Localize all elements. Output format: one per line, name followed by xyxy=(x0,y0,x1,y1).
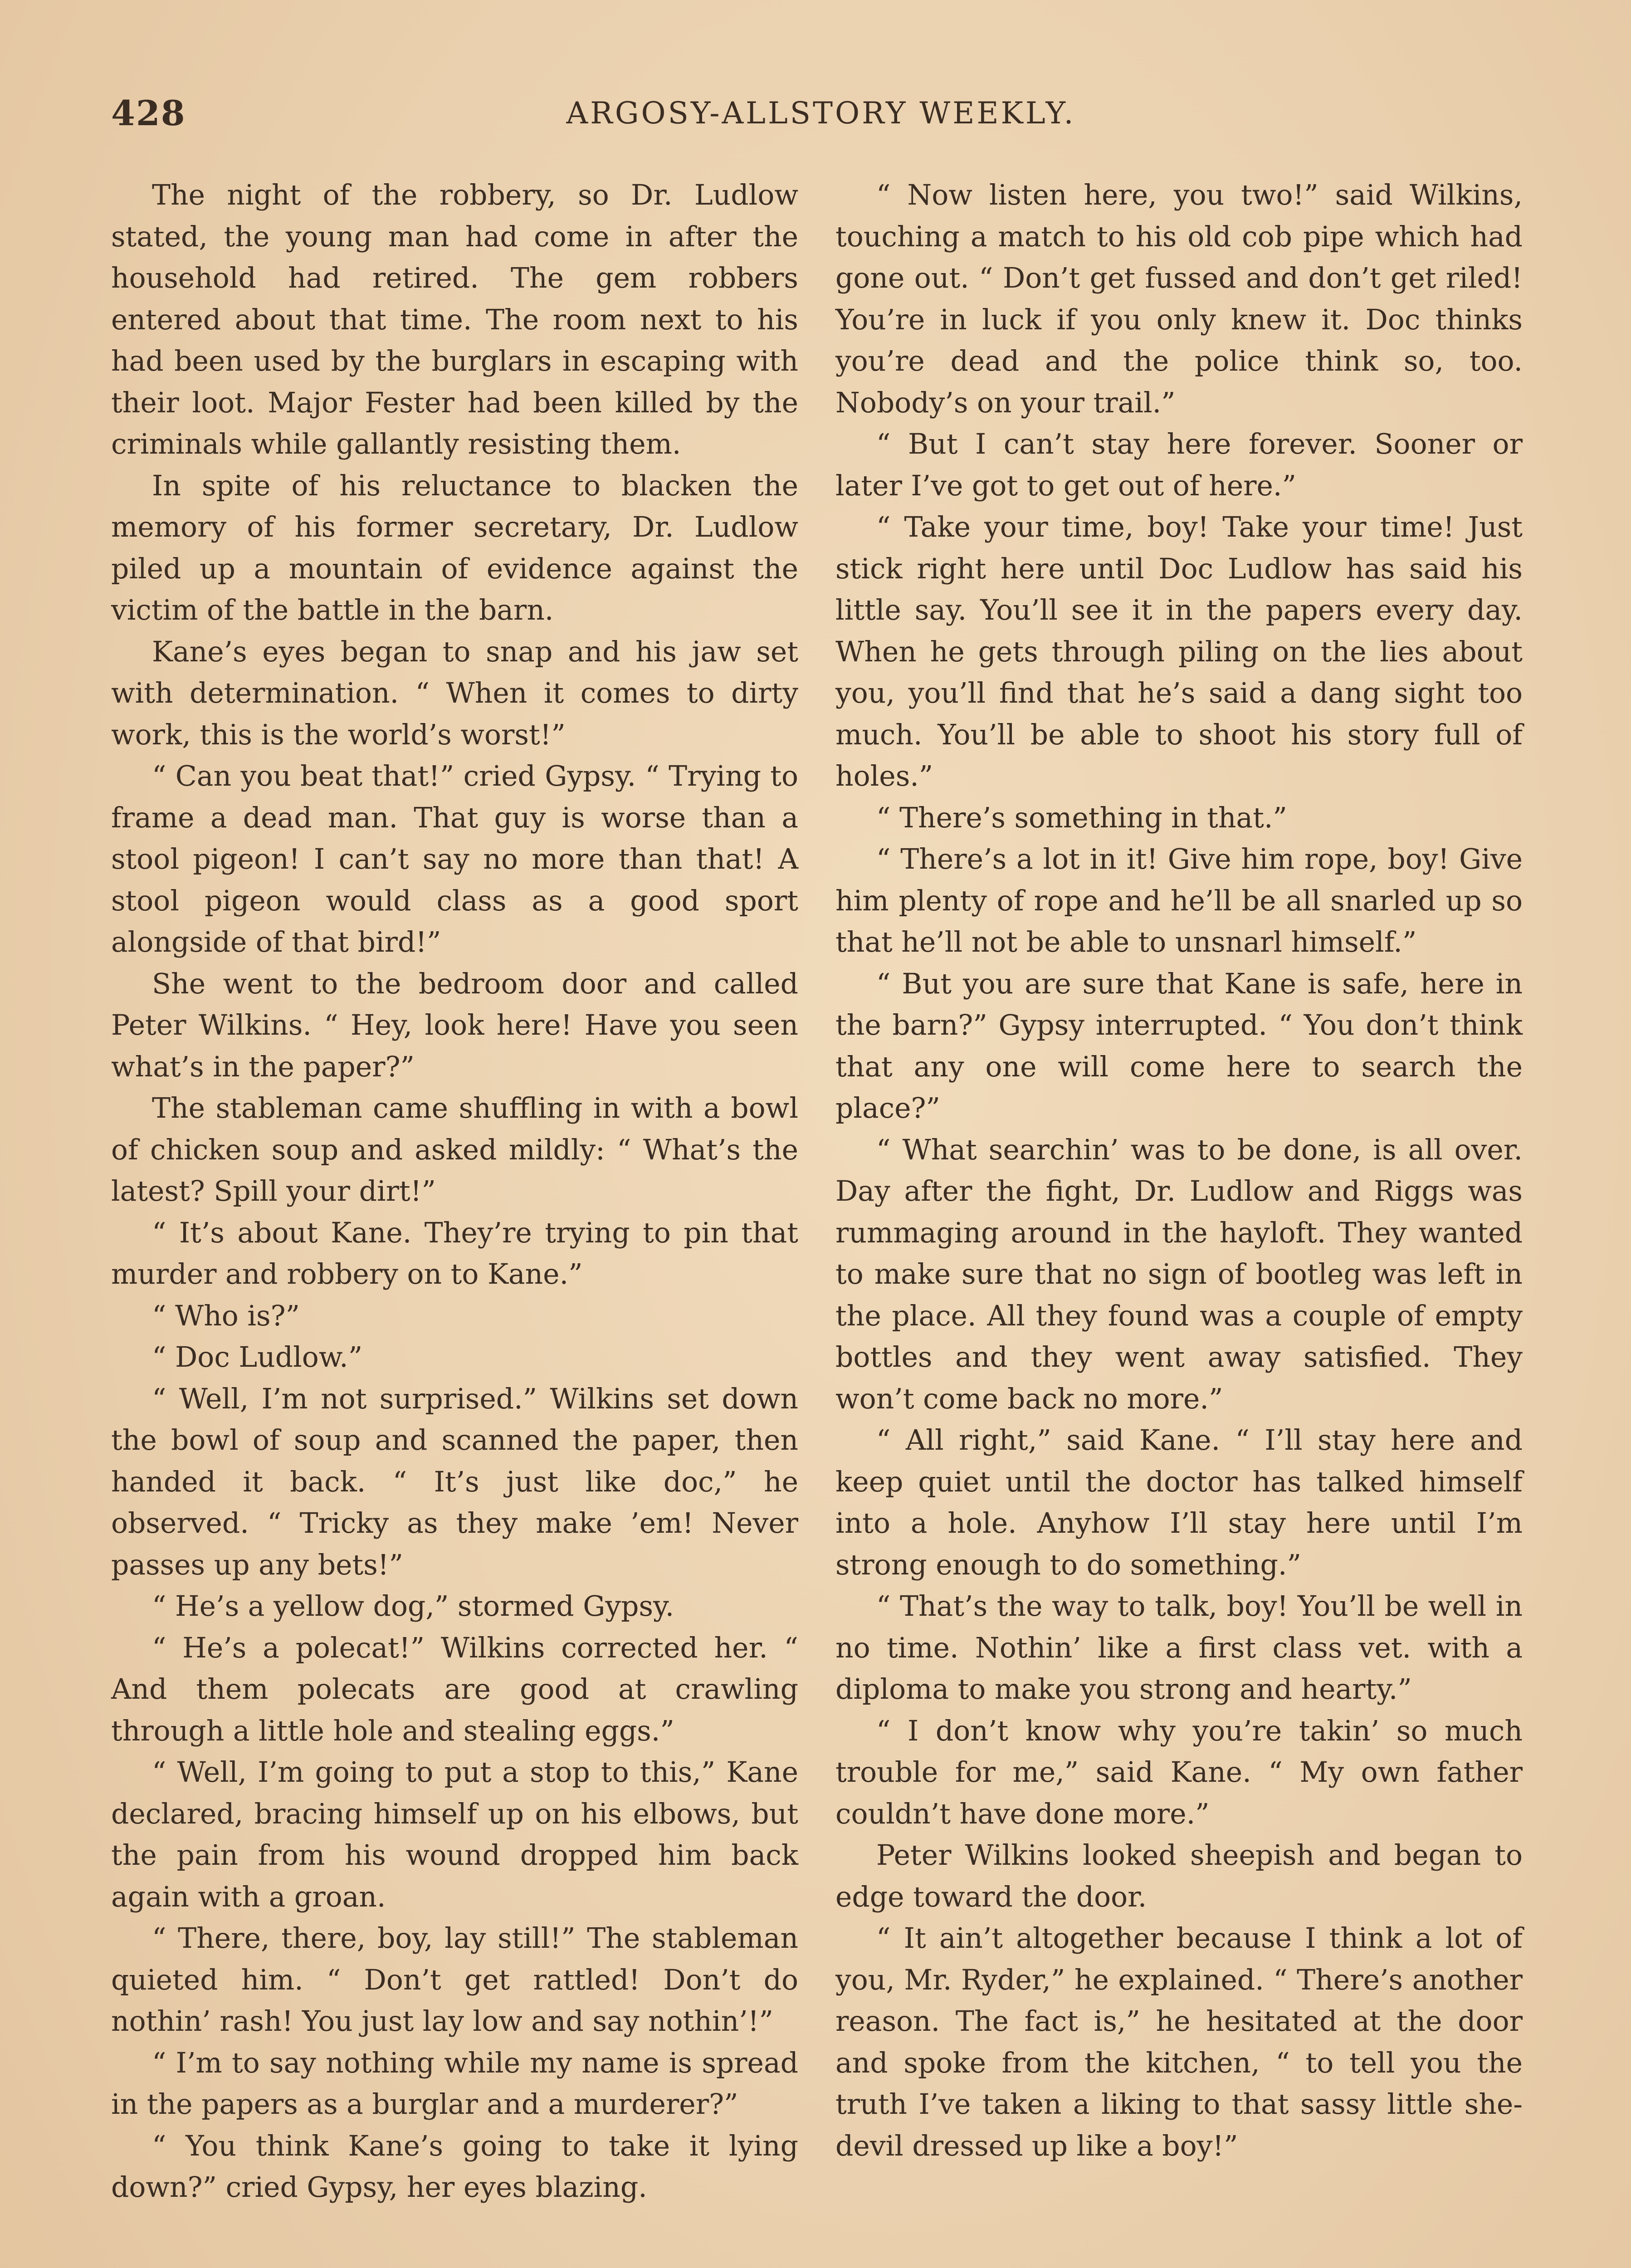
paragraph: In spite of his reluctance to blacken the memory of his former secretary, Dr. Ludlow piled up a mountain of evidence against the victim of the battle in the barn. xyxy=(111,469,798,626)
paragraph: “ It’s about Kane. They’re trying to pin that murder and robbery on to Kane.” xyxy=(111,1216,798,1290)
paragraph: “ Doc Ludlow.” xyxy=(152,1341,363,1374)
running-head xyxy=(111,93,1531,143)
paragraph: “ He’s a yellow dog,” stormed Gypsy. xyxy=(152,1590,674,1623)
paragraph: “ There’s a lot in it! Give him rope, boy! Give him plenty of rope and he’ll be all snarled up so that he’ll not be able to unsnarl himself.” xyxy=(835,843,1523,958)
running-title: ARGOSY-ALLSTORY WEEKLY. xyxy=(566,96,1076,131)
paragraph: “ It ain’t altogether because I think a lot of you, Mr. Ryder,” he explained. “ There’s another reason. The fact is,” he hesitated at the door and spoke from the kitchen, “ to tell you the truth I’ve taken a liking to that sassy little she-devil dressed up like a boy!” xyxy=(835,1922,1523,2162)
paragraph: “ But you are sure that Kane is safe, here in the barn?” Gypsy interrupted. “ You don’t think that any one will come here to search the place?” xyxy=(835,967,1523,1124)
paragraph: “ I’m to say nothing while my name is spread in the papers as a burglar and a murderer?” xyxy=(111,2046,798,2121)
paragraph: “ Take your time, boy! Take your time! Just stick right here until Doc Ludlow has said his little say. You’ll see it in the papers every day. When he gets through piling on the lies about you, you’ll find that he’s said a dang sight too much. You’ll be able to shoot his story full of holes.” xyxy=(835,511,1523,792)
paragraph: “ He’s a polecat!” Wilkins corrected her. “ And them polecats are good at crawling through a little hole and stealing eggs.” xyxy=(111,1631,798,1747)
paragraph: The night of the robbery, so Dr. Ludlow stated, the young man had come in after the household had retired. The gem robbers entered about that time. The room next to his had been used by the burglars in escaping with their loot. Major Fester had been killed by the criminals while gallantly resisting them. xyxy=(111,179,798,460)
paragraph: “ Can you beat that!” cried Gypsy. “ Trying to frame a dead man. That guy is worse than a stool pigeon! I can’t say no more than that! A stool pigeon would class as a good sport alongside of that bird!” xyxy=(111,760,798,958)
paragraph: “ There, there, boy, lay still!” The stableman quieted him. “ Don’t get rattled! Don’t do nothin’ rash! You just lay low and say nothin’!” xyxy=(111,1922,798,2038)
paragraph: “ But I can’t stay here forever. Sooner or later I’ve got to get out of here.” xyxy=(835,428,1523,502)
paragraph: The stableman came shuffling in with a bowl of chicken soup and asked mildly: “ What’s the latest? Spill your dirt!” xyxy=(111,1092,798,1207)
paragraph: Peter Wilkins looked sheepish and began to edge toward the door. xyxy=(835,1839,1523,1913)
paragraph: “ Well, I’m going to put a stop to this,” Kane declared, bracing himself up on his elbows, but the pain from his wound dropped him back again with a groan. xyxy=(111,1756,798,1913)
paragraph: “ What searchin’ was to be done, is all over. Day after the fight, Dr. Ludlow and Riggs was rummaging around in the hayloft. They wanted to make sure that no sign of bootleg was left in the place. All they found was a couple of empty bottles and they went away satisfied. They won’t come back no more.” xyxy=(835,1133,1523,1415)
paragraph: “ That’s the way to talk, boy! You’ll be well in no time. Nothin’ like a first class vet. with a diploma to make you strong and hearty.” xyxy=(835,1590,1523,1706)
paragraph: “ Now listen here, you two!” said Wilkins, touching a match to his old cob pipe which had gone out. “ Don’t get fussed and don’t get riled! You’re in luck if you only knew it. Doc thinks you’re dead and the police think so, too. Nobody’s on your trail.” xyxy=(835,179,1523,419)
paragraph: “ You think Kane’s going to take it lying down?” cried Gypsy, her eyes blazing. xyxy=(111,2129,798,2204)
paragraph: “ There’s something in that.” xyxy=(876,801,1287,834)
paragraph: “ Well, I’m not surprised.” Wilkins set down the bowl of soup and scanned the paper, then handed it back. “ It’s just like doc,” he observed. “ Tricky as they make ’em! Never passes up any bets!” xyxy=(111,1382,798,1581)
left-column xyxy=(111,175,798,2209)
paragraph: “ All right,” said Kane. “ I’ll stay here and keep quiet until the doctor has talked himself into a hole. Anyhow I’ll stay here until I’m strong enough to do something.” xyxy=(835,1424,1523,1581)
right-column xyxy=(835,175,1523,2167)
page-number: 428 xyxy=(111,93,186,133)
paragraph: Kane’s eyes began to snap and his jaw set with determination. “ When it comes to dirty work, this is the world’s worst!” xyxy=(111,635,798,751)
paragraph: “ I don’t know why you’re takin’ so much trouble for me,” said Kane. “ My own father couldn’t have done more.” xyxy=(835,1714,1523,1830)
paragraph: She went to the bedroom door and called Peter Wilkins. “ Hey, look here! Have you seen what’s in the paper?” xyxy=(111,967,798,1083)
paragraph: “ Who is?” xyxy=(152,1299,300,1332)
